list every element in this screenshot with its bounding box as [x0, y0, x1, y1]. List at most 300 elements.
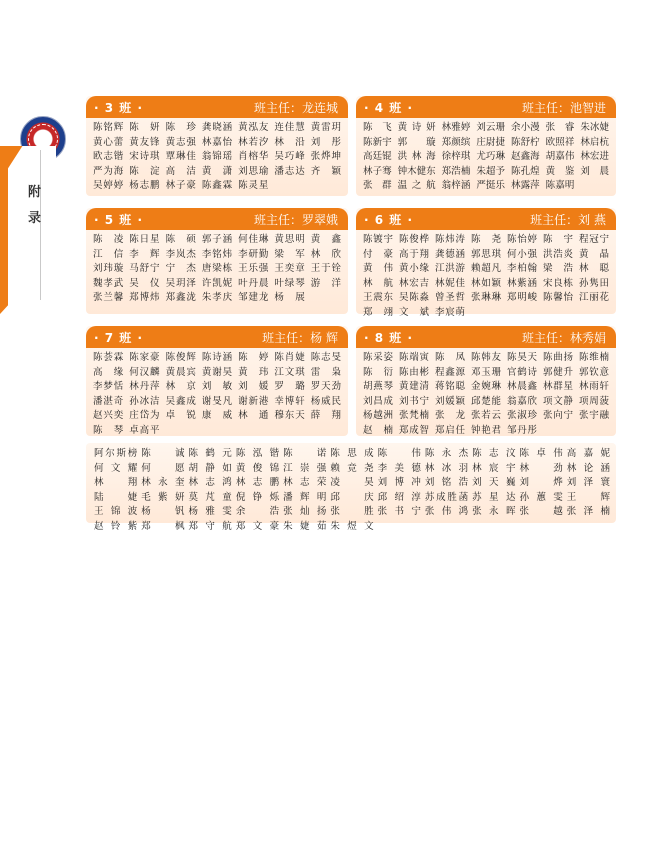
student-name: 张 龙	[435, 410, 465, 421]
student-name: 郑博炜	[129, 292, 160, 303]
student-name: 李宸萌	[435, 306, 465, 318]
student-name: 许凯妮	[201, 277, 233, 289]
student-name: 康 威	[201, 410, 233, 421]
student-name: 魏孝武	[93, 277, 124, 289]
class-teacher: 班主任：刘 燕	[530, 212, 606, 227]
student-name: 林若汐	[238, 136, 269, 148]
student-name: 林志鸿	[188, 477, 232, 488]
student-name: 林宏吉	[399, 277, 429, 289]
student-name: 陈舒柠	[511, 136, 540, 148]
student-name: 何小强	[507, 248, 537, 260]
student-name: 王震东	[363, 292, 393, 303]
student-name: 龚晓涵	[201, 122, 233, 133]
student-name: 卓 锐	[165, 410, 196, 421]
student-name: 翁锦瑶	[201, 151, 233, 162]
student-name: 林丹萍	[129, 381, 160, 392]
student-name: 高廷锟	[363, 151, 392, 162]
student-name: 林 欣	[310, 248, 341, 260]
student-name: 杨志鹏	[129, 180, 160, 191]
student-name: 胡燕琴	[363, 381, 393, 392]
student-name: 江洪游	[435, 263, 465, 274]
student-name: 郑颜缤	[441, 136, 471, 148]
student-name: 黄 鉴	[545, 165, 575, 177]
student-name: 高嘉妮	[566, 448, 610, 459]
student-name: 罗天劲	[310, 381, 341, 392]
student-name: 陈曲扬	[543, 352, 573, 363]
class-title: · 8 班 ·	[364, 330, 414, 345]
student-name: 叶丹晨	[238, 277, 269, 289]
student-name: 李梦恬	[93, 381, 124, 392]
student-name: 刘博冲	[377, 477, 421, 488]
student-name: 雷 枭	[310, 366, 341, 378]
student-name: 黄小缘	[399, 263, 429, 274]
student-name: 邹建龙	[238, 292, 269, 303]
student-name: 陈 宇	[543, 234, 573, 245]
student-name: 齐 颖	[310, 165, 341, 177]
student-name: 林 通	[238, 410, 269, 421]
student-name: 陈鑫霖	[201, 180, 233, 191]
student-name: 朱煜文	[330, 520, 374, 532]
student-name: 刘泽寰	[566, 477, 610, 488]
student-name: 陈志汶	[472, 448, 516, 459]
student-name: 陈 衍	[363, 366, 393, 378]
student-name: 黄心蕾	[93, 136, 124, 148]
student-name: 郑启任	[435, 424, 465, 436]
student-name: 庄岱为	[129, 410, 160, 421]
student-name-grid	[86, 230, 348, 306]
student-name: 唐梁栋	[201, 263, 233, 274]
other-students-panel	[86, 443, 616, 532]
student-name: 邹丹彤	[507, 424, 537, 436]
student-name: 张琳琳	[471, 292, 501, 303]
student-name: 林妮佳	[435, 277, 465, 289]
student-name: 李铭炜	[201, 248, 233, 260]
student-name: 项文静	[543, 395, 573, 407]
student-name: 陈维楠	[579, 352, 609, 363]
student-name: 高于翔	[399, 248, 429, 260]
student-name: 肖榕华	[238, 151, 269, 162]
student-name: 徐梓琪	[441, 151, 471, 162]
student-name: 陈采姿	[363, 352, 393, 363]
student-name: 黄雷玥	[310, 122, 341, 133]
student-name: 王 辉	[566, 491, 610, 503]
student-name: 江丽花	[579, 292, 609, 303]
student-name: 项周菠	[579, 395, 609, 407]
student-name: 张宇融	[579, 410, 609, 421]
student-name: 张伟鸿	[424, 506, 469, 517]
student-name: 陈 凌	[93, 234, 124, 245]
student-name: 倪铮烁	[235, 491, 280, 503]
student-name: 毛紫妍	[141, 491, 185, 503]
class-title: · 4 班 ·	[364, 100, 414, 115]
student-name: 刘 晨	[580, 165, 609, 177]
student-name: 陈荟霖	[93, 352, 124, 363]
student-name: 黄 潇	[201, 165, 233, 177]
student-name: 温之航	[397, 180, 436, 191]
student-name: 张 胜	[330, 506, 374, 517]
student-name: 林启杭	[580, 136, 609, 148]
panel-header	[86, 326, 348, 348]
student-name: 陈思成	[330, 448, 374, 459]
student-name: 林群星	[543, 381, 573, 392]
student-name: 官鹤诗	[507, 366, 537, 378]
student-name: 金婉琳	[471, 381, 501, 392]
student-name: 张烨坤	[310, 151, 341, 162]
student-name: 杨 钒	[141, 506, 185, 517]
student-name: 郑 枫	[141, 520, 185, 532]
student-name: 程鑫源	[435, 366, 465, 378]
student-name: 张 睿	[545, 122, 575, 133]
student-name: 郭思琪	[471, 248, 501, 260]
student-name: 胡静如	[188, 462, 232, 474]
student-name: 郭 璇	[397, 136, 436, 148]
student-name: 潘辉明	[283, 491, 327, 503]
student-name: 罗 璐	[274, 381, 305, 392]
student-name: 林 翔	[94, 477, 138, 488]
student-name: 杨 展	[274, 292, 305, 303]
student-name: 林冰羽	[424, 462, 469, 474]
appendix-label	[28, 180, 44, 232]
student-name: 覃琳佳	[165, 151, 196, 162]
student-name: 江 信	[93, 248, 124, 260]
student-name: 吴陈淼	[399, 292, 429, 303]
student-name: 林宸宇	[472, 462, 516, 474]
student-name: 宋诗琪	[129, 151, 160, 162]
student-name: 刘玮璇	[93, 263, 124, 274]
student-name: 王于铨	[310, 263, 341, 274]
student-name: 赵 楠	[363, 424, 393, 436]
student-name: 高 缘	[93, 366, 124, 378]
student-name: 林永奎	[141, 477, 185, 488]
student-name: 赖超凡	[471, 263, 501, 274]
student-name: 孙蕙雯	[519, 491, 563, 503]
student-name: 邓玉珊	[471, 366, 501, 378]
class-teacher: 班主任：龙连城	[253, 100, 338, 115]
student-name: 张灿扬	[283, 506, 327, 517]
student-name: 陈端寅	[399, 352, 429, 363]
student-name: 刘思瑜	[238, 165, 269, 177]
student-name: 张兰馨	[93, 292, 124, 303]
panel-header	[86, 96, 348, 118]
student-name: 陈卓伟	[519, 448, 563, 459]
student-name: 钟艳君	[471, 424, 501, 436]
student-name: 李 辉	[129, 248, 160, 260]
student-name-grid	[86, 348, 348, 438]
class-panel-4	[356, 96, 616, 196]
student-name: 朱冰婕	[580, 122, 609, 133]
student-name: 邱绍淳	[377, 491, 421, 503]
student-name: 吴鑫成	[165, 395, 196, 407]
student-name: 陈俊辉	[165, 352, 196, 363]
student-name: 余小漫	[511, 122, 540, 133]
class-title: · 6 班 ·	[364, 212, 414, 227]
student-name: 张 越	[519, 506, 563, 517]
student-name: 陈嘉明	[545, 180, 575, 191]
student-name: 马舒宁	[129, 263, 160, 274]
student-name: 黄泓友	[238, 122, 269, 133]
student-name: 朱孝庆	[201, 292, 233, 303]
student-name: 严挺乐	[476, 180, 505, 191]
student-name: 张向宁	[543, 410, 573, 421]
student-name: 陈永杰	[424, 448, 469, 459]
student-name: 尤巧琳	[476, 151, 505, 162]
student-name: 林紫涵	[507, 277, 537, 289]
student-name: 郭健升	[543, 366, 573, 378]
student-name: 谢旻凡	[201, 395, 233, 407]
student-name: 陈由彬	[399, 366, 429, 378]
student-name: 黄 玮	[238, 366, 269, 378]
student-name: 潘志达	[274, 165, 305, 177]
student-name: 陈韩友	[471, 352, 501, 363]
student-name: 郑浩楠	[441, 165, 471, 177]
student-name: 苏成胜菡	[424, 491, 469, 503]
student-name: 张泽楠	[566, 506, 610, 517]
student-name: 刘昌成	[363, 395, 393, 407]
student-name: 欧志锴	[93, 151, 124, 162]
student-name: 刘 烨	[519, 477, 563, 488]
student-name: 吴巧峰	[274, 151, 305, 162]
other-student-grid	[86, 445, 616, 534]
student-name: 林露萍	[511, 180, 540, 191]
student-name: 陈 妍	[129, 122, 160, 133]
class-teacher: 班主任：杨 辉	[262, 330, 338, 345]
student-name: 陈 淀	[129, 165, 160, 177]
student-name: 吴婷婷	[93, 180, 124, 191]
student-name: 陈鹤元	[188, 448, 232, 459]
student-name: 陆 婕	[94, 491, 138, 503]
student-name: 王奕章	[274, 263, 305, 274]
student-name: 郑鑫泷	[165, 292, 196, 303]
student-name: 凌 昊	[330, 477, 374, 488]
student-name: 林论涵	[566, 462, 610, 474]
student-name: 潘湛奇	[93, 395, 124, 407]
student-name: 杨威民	[310, 395, 341, 407]
student-name: 陈俊桦	[399, 234, 429, 245]
student-name: 李岚杰	[165, 248, 196, 260]
student-name: 薛 翔	[310, 410, 341, 421]
student-name: 黄友锋	[129, 136, 160, 148]
student-name: 李研勤	[238, 248, 269, 260]
student-name: 吴 仪	[129, 277, 160, 289]
student-name: 林志鹏	[235, 477, 280, 488]
student-name: 莫芃童	[188, 491, 232, 503]
student-name: 陈新宇	[363, 136, 392, 148]
panel-header	[356, 96, 616, 118]
student-name: 王锦波	[94, 506, 138, 517]
student-name: 钟木健东	[397, 165, 436, 177]
student-name: 郭子涵	[201, 234, 233, 245]
student-name: 陈 琴	[93, 424, 124, 436]
student-name: 卓高平	[129, 424, 160, 436]
student-name: 何 愿	[141, 462, 185, 474]
student-name-grid	[86, 118, 348, 194]
student-name: 严为海	[93, 165, 124, 177]
student-name: 陈 凤	[435, 352, 465, 363]
student-name: 林雅婷	[441, 122, 471, 133]
student-name: 刘 彤	[310, 136, 341, 148]
student-name: 曾圣哲	[435, 292, 465, 303]
appendix-char: 录	[28, 211, 42, 226]
student-name: 林嘉怡	[201, 136, 233, 148]
student-name: 林 航	[363, 277, 393, 289]
student-name: 黄志强	[165, 136, 196, 148]
student-name: 郑明峻	[507, 292, 537, 303]
student-name: 吴玥泽	[165, 277, 196, 289]
student-name: 龚德涵	[435, 248, 465, 260]
student-name: 林 沿	[274, 136, 305, 148]
student-name-grid	[356, 348, 616, 438]
student-name: 幸博轩	[274, 395, 305, 407]
class-panel-8	[356, 326, 616, 436]
student-name: 梁 军	[274, 248, 305, 260]
student-name: 黄俊锦	[235, 462, 280, 474]
student-name: 李柏翰	[507, 263, 537, 274]
student-name: 陈志旻	[310, 352, 341, 363]
student-name: 陈铭辉	[93, 122, 124, 133]
student-name: 黄晨宾	[165, 366, 196, 378]
student-name: 杨越洲	[363, 410, 393, 421]
class-title: · 3 班 ·	[94, 100, 144, 115]
student-name: 刘 媛	[238, 381, 269, 392]
student-name: 叶绿琴	[274, 277, 305, 289]
student-name: 陈镀宇	[363, 234, 393, 245]
student-name: 黄 鑫	[310, 234, 341, 245]
student-name: 黄诗妍	[397, 122, 436, 133]
student-name: 何汉麟	[129, 366, 160, 378]
student-name: 黄 晶	[579, 248, 609, 260]
student-name: 林子骞	[363, 165, 392, 177]
student-name: 黄建清	[399, 381, 429, 392]
class-teacher: 班主任：池智进	[521, 100, 606, 115]
student-name: 李美德	[377, 462, 421, 474]
student-name: 张 群	[363, 180, 392, 191]
student-name: 孙冰洁	[129, 395, 160, 407]
student-name: 陈灵星	[238, 180, 269, 191]
student-name: 陈 硕	[165, 234, 196, 245]
student-name: 陈炜涛	[435, 234, 465, 245]
class-panel-6	[356, 208, 616, 318]
student-name: 胡嘉伟	[545, 151, 575, 162]
student-name: 孙隽田	[579, 277, 609, 289]
appendix-char: 附	[28, 185, 42, 200]
student-name: 林雨轩	[579, 381, 609, 392]
class-panel-3	[86, 96, 348, 196]
student-name: 陈馨怡	[543, 292, 573, 303]
student-name: 张永晖	[472, 506, 516, 517]
student-name: 张书宁	[377, 506, 421, 517]
student-name: 林晨鑫	[507, 381, 537, 392]
student-name: 郑守航	[188, 520, 232, 532]
student-name: 郑成智	[399, 424, 429, 436]
student-name: 刘云珊	[476, 122, 505, 133]
student-name-grid	[356, 118, 616, 194]
class-teacher: 班主任：林秀娟	[521, 330, 606, 345]
student-name: 洪浩炎	[543, 248, 573, 260]
student-name: 江崇强	[283, 462, 327, 474]
student-name: 邱楚能	[471, 395, 501, 407]
student-name: 赖竞尧	[330, 462, 374, 474]
student-name: 陈泓锴	[235, 448, 280, 459]
student-name: 张若云	[471, 410, 501, 421]
panel-header	[356, 208, 616, 230]
student-name: 陈昊天	[507, 352, 537, 363]
student-name: 林 京	[165, 381, 196, 392]
student-name: 黄思明	[274, 234, 305, 245]
class-panel-5	[86, 208, 348, 314]
student-name: 游 洋	[310, 277, 341, 289]
class-panel-7	[86, 326, 348, 436]
student-name: 赵铃紫	[94, 520, 138, 532]
student-name: 郭钦意	[579, 366, 609, 378]
student-name: 何佳琳	[238, 234, 269, 245]
student-name: 陈 飞	[363, 122, 392, 133]
student-name: 朱超予	[476, 165, 505, 177]
student-name: 刘天巍	[472, 477, 516, 488]
student-name: 穆东天	[274, 410, 305, 421]
student-name: 刘书宁	[399, 395, 429, 407]
student-name: 高 洁	[165, 165, 196, 177]
student-name: 赵鑫海	[511, 151, 540, 162]
student-name: 翁嘉欣	[507, 395, 537, 407]
student-name: 陈 婷	[238, 352, 269, 363]
student-name: 林子豪	[165, 180, 196, 191]
student-name: 陈怡婷	[507, 234, 537, 245]
student-name: 陈 尧	[471, 234, 501, 245]
student-name: 林 聪	[579, 263, 609, 274]
student-name: 谢新港	[238, 395, 269, 407]
student-name: 何文耀	[94, 462, 138, 474]
student-name: 连佳慧	[274, 122, 305, 133]
class-teacher: 班主任：罗翠娥	[253, 212, 338, 227]
student-name: 黄 伟	[363, 263, 393, 274]
student-name: 陈孔煌	[511, 165, 540, 177]
student-name: 赵兴奕	[93, 410, 124, 421]
student-name: 程冠宁	[579, 234, 609, 245]
student-name: 陈肖婕	[274, 352, 305, 363]
student-name: 蒋铭聪	[435, 381, 465, 392]
student-name: 陈日星	[129, 234, 160, 245]
student-name: 林如颖	[471, 277, 501, 289]
student-name: 刘媛颖	[435, 395, 465, 407]
student-name: 黄谢昊	[201, 366, 233, 378]
student-name: 邱 庆	[330, 491, 374, 503]
student-name: 郑文豪	[235, 520, 280, 532]
student-name: 陈 珍	[165, 122, 196, 133]
student-name: 刘 敏	[201, 381, 233, 392]
student-name: 宋良栋	[543, 277, 573, 289]
student-name: 庄尉捷	[476, 136, 505, 148]
student-name: 张梵楠	[399, 410, 429, 421]
student-name: 林 劲	[519, 462, 563, 474]
student-name: 张淑珍	[507, 410, 537, 421]
student-name-grid	[356, 230, 616, 320]
student-name: 洪林海	[397, 151, 436, 162]
student-name: 王乐强	[238, 263, 269, 274]
student-name: 付 豪	[363, 248, 393, 260]
panel-header	[86, 208, 348, 230]
student-name: 欧照祥	[545, 136, 575, 148]
student-name: 朱婕茹	[283, 520, 327, 532]
student-name: 刘铭浩	[424, 477, 469, 488]
student-name: 杨雅雯	[188, 506, 232, 517]
student-name: 陈诗涵	[201, 352, 233, 363]
student-name: 林宏进	[580, 151, 609, 162]
student-name: 林志荣	[283, 477, 327, 488]
student-name: 苏星达	[472, 491, 516, 503]
student-name: 余 浩	[235, 506, 280, 517]
student-name: 江文琪	[274, 366, 305, 378]
student-name: 陈 诺	[283, 448, 327, 459]
